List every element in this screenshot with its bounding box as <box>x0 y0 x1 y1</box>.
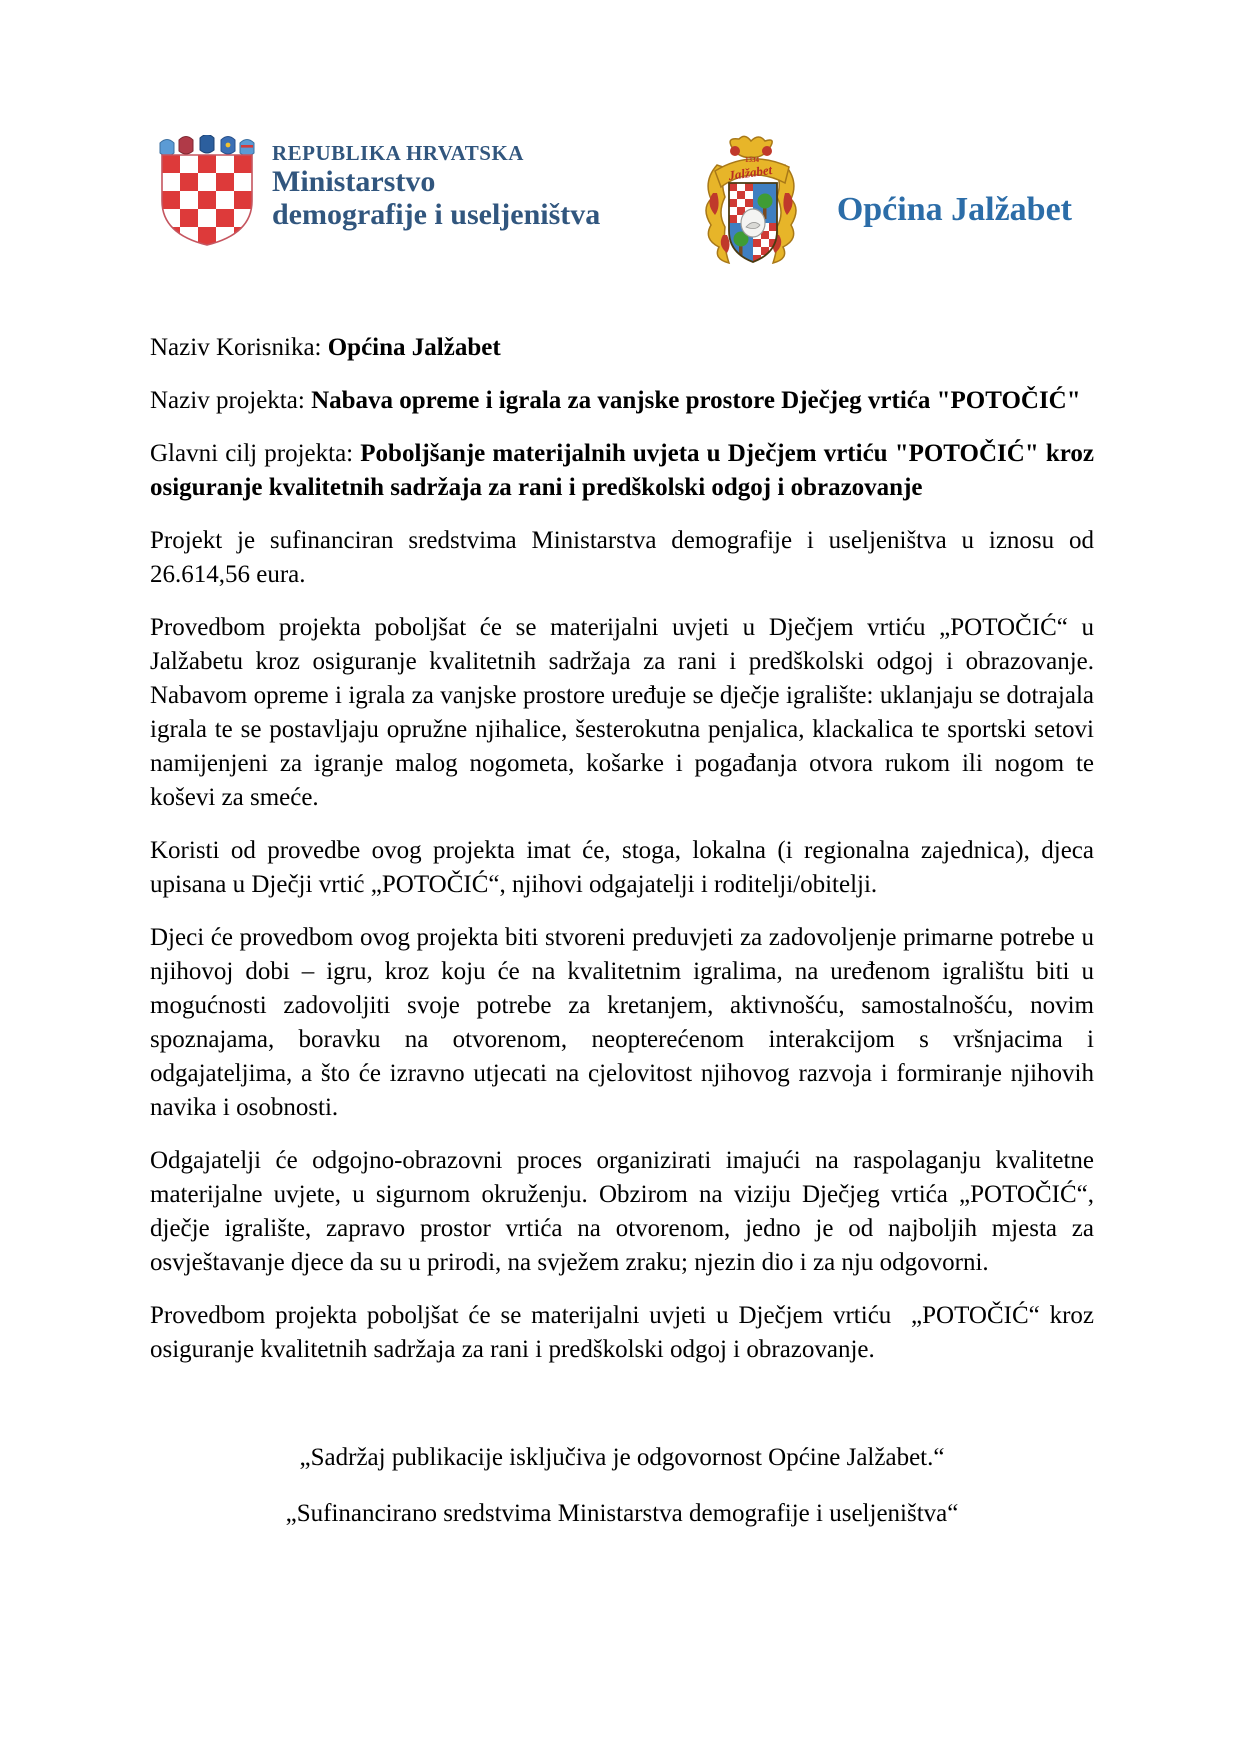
municipality-name: Općina Jalžabet <box>836 191 1072 228</box>
field-project-name-label: Naziv projekta: <box>150 387 312 414</box>
field-project-name <box>150 384 1094 418</box>
quote-cofinanced: „Sufinancirano sredstvima Ministarstva demografije i useljeništva“ <box>285 1500 959 1527</box>
field-main-goal-value: Poboljšanje materijalnih uvjeta u Dječjem vrtiću "POTOČIĆ" kroz osiguranje kvalitetnih sadržaja za rani i predškolski odgoj i obrazovanje <box>150 440 1094 501</box>
field-beneficiary <box>150 331 1094 365</box>
header <box>150 135 1094 265</box>
field-project-name-value: Nabava opreme i igrala za vanjske prostore Dječjeg vrtića "POTOČIĆ" <box>311 387 1081 414</box>
field-main-goal <box>150 437 1094 505</box>
field-beneficiary-value: Općina Jalžabet <box>327 334 501 361</box>
field-beneficiary-label: Naziv Korisnika: <box>150 334 328 361</box>
municipality-logo <box>699 135 1072 271</box>
country-name: REPUBLIKA HRVATSKA <box>272 141 524 165</box>
ministry-name-line1: Ministarstvo <box>272 165 436 198</box>
paragraph-children: Djeci će provedbom ovog projekta biti stvoreni preduvjeti za zadovoljenje primarne potrebe u njihovoj dobi – igru, kroz koju će na kvalitetnim igralima, na uređenom igralištu biti u mogućnosti zadovoljiti svoje potrebe za kretanjem, aktivnošću, samostalnošću, novim spoznajama, boravku na otvorenom, neopterećenom interakcijom s vršnjacima i odgajateljima, a što će izravno utjecati na cjelovitost njihovog razvoja i formiranje njihovih navika i osobnosti. <box>150 924 1094 1121</box>
paragraph-funding: Projekt je sufinanciran sredstvima Ministarstva demografije i useljeništva u iznosu od 26.614,56 eura. <box>150 527 1094 588</box>
svg-text:Jalžabet: Jalžabet <box>727 161 773 183</box>
jalzabet-coat-of-arms-icon <box>699 135 803 271</box>
ministry-text <box>272 135 600 231</box>
quote-responsibility: „Sadržaj publikacije isključiva je odgovornost Općine Jalžabet.“ <box>299 1444 945 1471</box>
ministry-logo <box>156 135 600 249</box>
paragraph-benefits: Koristi od provedbe ovog projekta imat će, stoga, lokalna (i regionalna zajednica), djeca upisana u Dječji vrtić „POTOČIĆ“, njihovi odgajatelji i roditelji/obitelji. <box>150 837 1094 898</box>
croatia-coat-of-arms-icon <box>156 135 258 249</box>
crown-of-shields <box>160 135 254 156</box>
document-body <box>150 331 1094 1367</box>
svg-text:1334: 1334 <box>744 156 759 164</box>
paragraph-closing: Provedbom projekta poboljšat će se materijalni uvjeti u Dječjem vrtiću „POTOČIĆ“ kroz osiguranje kvalitetnih sadržaja za rani i predškolski odgoj i obrazovanje. <box>150 1302 1094 1363</box>
paragraph-implementation: Provedbom projekta poboljšat će se materijalni uvjeti u Dječjem vrtiću „POTOČIĆ“ u Jalžabetu kroz osiguranje kvalitetnih sadržaja za rani i predškolski odgoj i obrazovanje. Nabavom opreme i igrala za vanjske prostore uređuje se dječje igralište: uklanjaju se dotrajala igrala te se postavljaju opružne njihalice, šesterokutna penjalica, klackalica te sportski setovi namijenjeni za igranje malog nogometa, košarke i pogađanja otvora rukom ili nogom te koševi za smeće. <box>150 614 1094 811</box>
ministry-name-line2: demografije i useljeništva <box>272 198 601 231</box>
paragraph-educators: Odgajatelji će odgojno-obrazovni proces organizirati imajući na raspolaganju kvalitetne materijalne uvjete, u sigurnom okruženju. Obzirom na viziju Dječjeg vrtića „POTOČIĆ“, dječje igralište, zapravo prostor vrtića na otvorenom, jedno je od najboljih mjesta za osvještavanje djece da su u prirodi, na svježem zraku; njezin dio i za nju odgovorni. <box>150 1147 1094 1276</box>
footer-quotes <box>150 1441 1094 1531</box>
field-main-goal-label: Glavni cilj projekta: <box>150 440 361 467</box>
